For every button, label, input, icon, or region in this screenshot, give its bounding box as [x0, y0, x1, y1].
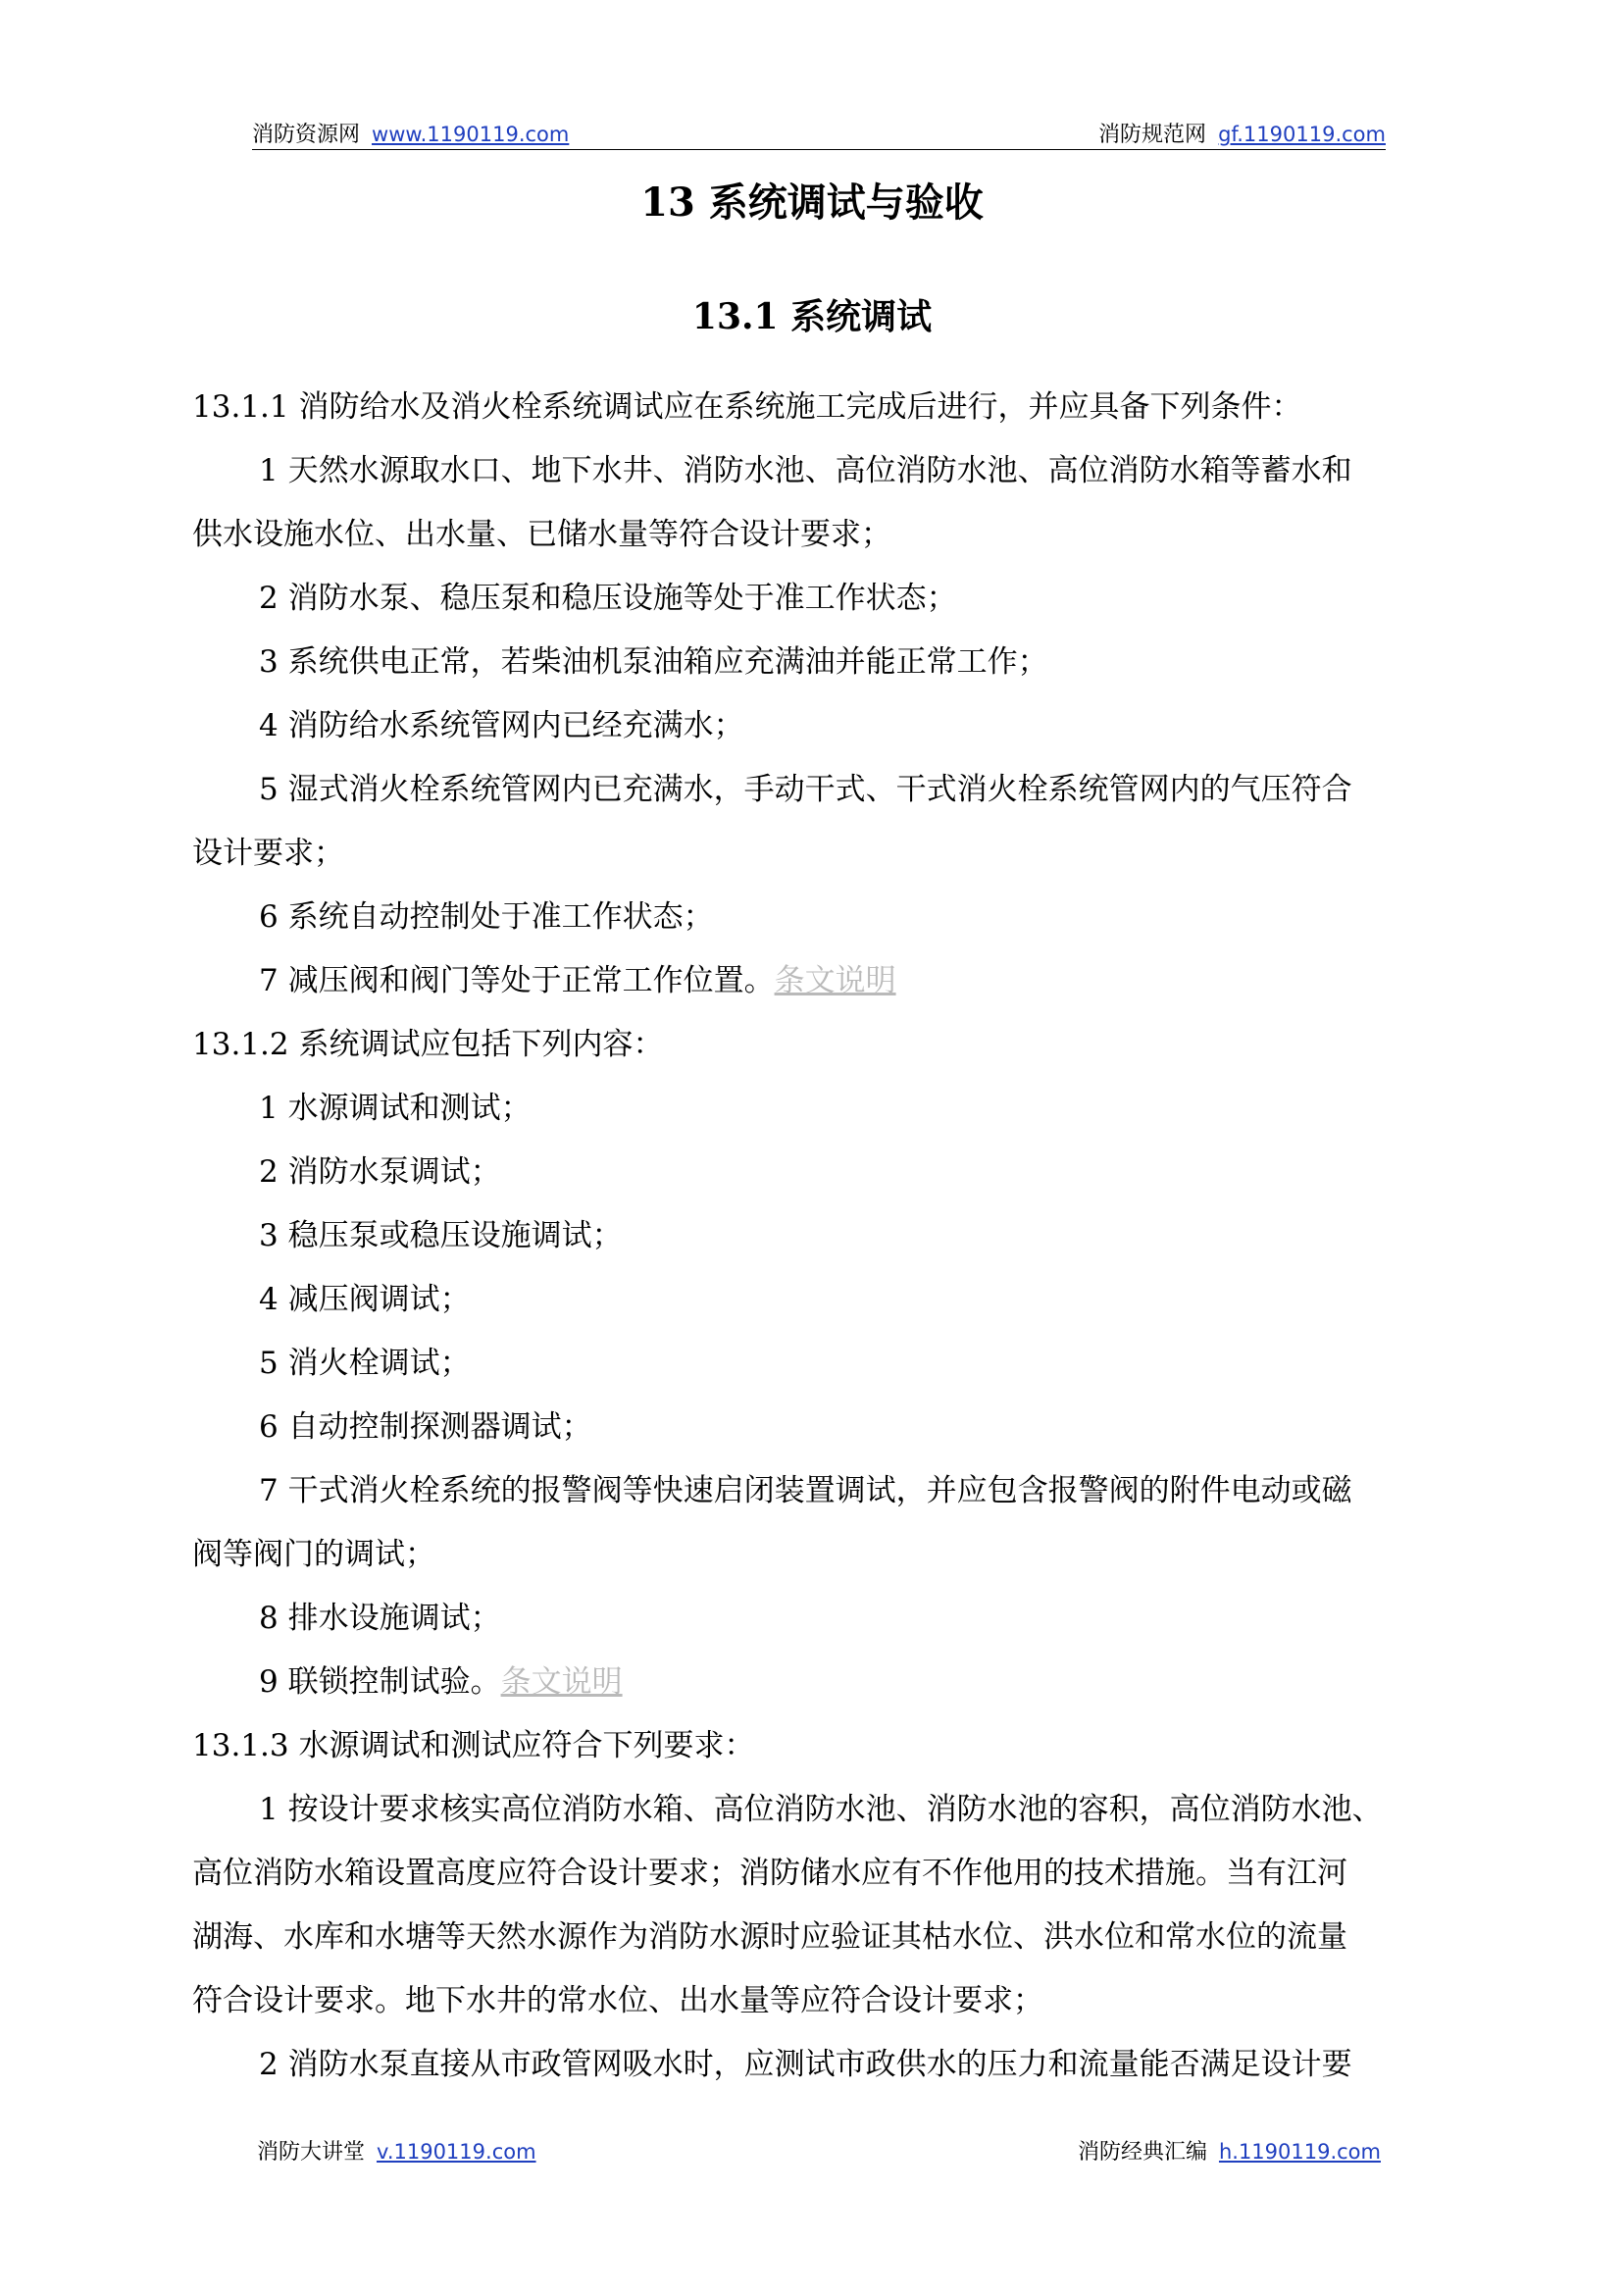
footer-right-link[interactable]: h.1190119.com — [1218, 2140, 1381, 2164]
paragraph-line: 3 稳压泵或稳压设施调试； — [259, 1218, 623, 1253]
paragraph-line: 7 干式消火栓系统的报警阀等快速启闭装置调试，并应包含报警阀的附件电动或磁 — [259, 1473, 1352, 1508]
paragraph-line: 1 水源调试和测试； — [259, 1091, 532, 1126]
footer-right — [1078, 2135, 1381, 2166]
paragraph-line: 供水设施水位、出水量、已储水量等符合设计要求； — [192, 517, 891, 552]
paragraph-text: 7 减压阀和阀门等处于正常工作位置。 — [259, 963, 775, 998]
paragraph-line: 4 消防给水系统管网内已经充满水； — [259, 708, 744, 743]
explanation-link[interactable]: 条文说明 — [774, 963, 896, 998]
header-right-site-name: 消防规范网 — [1098, 123, 1207, 147]
page-footer — [252, 2135, 1386, 2168]
footer-left-link[interactable]: v.1190119.com — [377, 2140, 536, 2164]
page-header — [252, 118, 1386, 150]
footer-right-site-name: 消防经典汇编 — [1077, 2140, 1207, 2165]
footer-left-site-name: 消防大讲堂 — [257, 2140, 366, 2165]
paragraph-line: 湖海、水库和水塘等天然水源作为消防水源时应验证其枯水位、洪水位和常水位的流量 — [192, 1919, 1347, 1955]
paragraph-line: 2 消防水泵、稳压泵和稳压设施等处于准工作状态； — [259, 581, 957, 616]
paragraph-text: 9 联锁控制试验。 — [259, 1664, 501, 1700]
paragraph-line: 符合设计要求。地下水井的常水位、出水量等应符合设计要求； — [192, 1983, 1043, 2018]
header-right-link[interactable]: gf.1190119.com — [1218, 123, 1386, 146]
paragraph-line: 2 消防水泵直接从市政管网吸水时，应测试市政供水的压力和流量能否满足设计要 — [259, 2047, 1352, 2082]
footer-left — [257, 2135, 536, 2166]
paragraph-line: 阀等阀门的调试； — [192, 1537, 435, 1572]
paragraph-line: 1 天然水源取水口、地下水井、消防水池、高位消防水池、高位消防水箱等蓄水和 — [259, 453, 1352, 488]
paragraph-line: 6 自动控制探测器调试； — [259, 1409, 592, 1445]
header-left-site-name: 消防资源网 — [252, 123, 361, 147]
paragraph-line: 6 系统自动控制处于准工作状态； — [259, 899, 714, 935]
header-left-link[interactable]: www.1190119.com — [372, 123, 570, 146]
paragraph-line: 1 按设计要求核实高位消防水箱、高位消防水池、消防水池的容积，高位消防水池、 — [259, 1792, 1383, 1827]
section-title: 13.1 系统调试 — [691, 296, 933, 337]
paragraph-line: 5 消火栓调试； — [259, 1346, 471, 1381]
clause-13-1-2: 13.1.2 系统调试应包括下列内容： — [192, 1027, 664, 1062]
header-right — [1098, 118, 1386, 148]
clause-13-1-1: 13.1.1 消防给水及消火栓系统调试应在系统施工完成后进行，并应具备下列条件： — [192, 389, 1302, 425]
paragraph-line — [259, 961, 896, 1000]
paragraph-line: 设计要求； — [192, 836, 344, 871]
paragraph-line: 高位消防水箱设置高度应符合设计要求；消防储水应有不作他用的技术措施。当有江河 — [192, 1856, 1347, 1891]
paragraph-line: 8 排水设施调试； — [259, 1601, 501, 1636]
paragraph-line: 4 减压阀调试； — [259, 1282, 471, 1317]
clause-13-1-3: 13.1.3 水源调试和测试应符合下列要求： — [192, 1728, 755, 1763]
paragraph-line: 2 消防水泵调试； — [259, 1154, 501, 1190]
paragraph-line: 3 系统供电正常，若柴油机泵油箱应充满油并能正常工作； — [259, 644, 1048, 680]
chapter-title: 13 系统调试与验收 — [640, 179, 984, 226]
header-left — [252, 118, 569, 148]
paragraph-line — [259, 1662, 623, 1702]
paragraph-line: 5 湿式消火栓系统管网内已充满水，手动干式、干式消火栓系统管网内的气压符合 — [259, 772, 1352, 807]
explanation-link[interactable]: 条文说明 — [500, 1664, 623, 1700]
